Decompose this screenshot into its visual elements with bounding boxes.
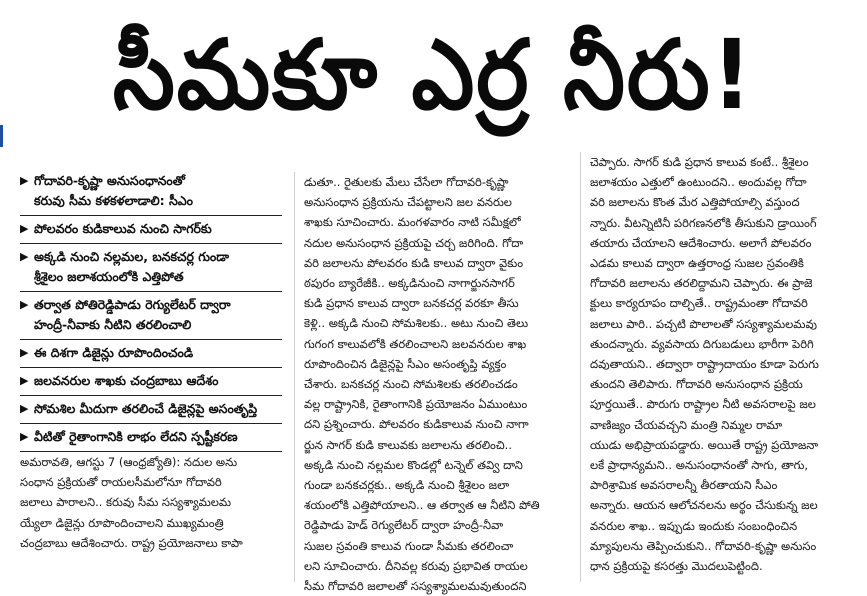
highlight-text: [34, 171, 282, 211]
bullet-arrow-icon: ▶: [20, 402, 29, 415]
headline-area: [0, 0, 867, 150]
article-line: శాఖకు సూచించారు. మంగళవారం నాటి సమీక్షలో: [304, 215, 521, 230]
column-divider: [580, 152, 581, 582]
article-line: లకే ప్రాధాన్యమని.. అనుసంధానంతో సాగు, తాగు,: [590, 458, 808, 473]
article-line: వరి జలాలను కొంత మేర ఎత్తిపోయాల్సి వస్తుంద: [590, 195, 800, 210]
article-line: రెడ్డిపాడు హెడ్ రెగ్యులేటర్ ద్వారా హంద్రీ-నీవా: [304, 518, 504, 533]
highlight-line: సోమశిల మీదుగా తరలించే డిజైన్లపై అసంతృప్తి: [34, 401, 258, 416]
highlight-item: [20, 244, 282, 292]
highlight-line: హంద్రీ-నీవాకు నీటిని తరలించాలి: [34, 317, 192, 332]
highlight-item: [20, 340, 282, 368]
article-line: ఠపురం బ్యారేజీకి.. అక్కడినుంచి నాగార్జునసాగర్: [304, 276, 515, 291]
article-line: పూర్తయితే.. పొరుగు రాష్ట్రాల నీటి అవసరాలపై జల: [590, 397, 816, 412]
article-line: వాణిజ్యం చేయవచ్చని మంత్రి నిమ్మల రామా: [590, 417, 783, 432]
article-line: దని ప్రశ్నించారు. పోలవరం కుడికాలువ నుంచి నాగా: [304, 417, 529, 432]
article-line: డుతూ.. రైతులకు మేలు చేసేలా గోదావరి-కృష్ణా: [304, 175, 509, 189]
article-line: లని సూచించారు. దీనివల్ల కరువు ప్రభావిత రాయల: [304, 558, 528, 573]
highlight-item: [20, 368, 282, 396]
highlight-line: ఈ దిశగా డిజైన్లు రూపొందించండి: [34, 345, 194, 360]
highlight-line: అక్కడి నుంచి నల్లమల, బనకచర్ల గుండా: [34, 249, 229, 264]
bullet-arrow-icon: ▶: [20, 346, 29, 359]
article-line: జలాలు పారాలని.. కరువు సీమ సస్యశ్యామలమ: [20, 495, 232, 510]
bullet-arrow-icon: ▶: [20, 174, 29, 187]
article-line: చేశారు. బనకచర్ల నుంచి సోమశిలకు తరలించడం: [304, 377, 518, 392]
article-line: దవుతాయని.. తద్వారా రాష్ట్రాదాయం కూడా పెరుగు: [590, 357, 819, 372]
article-line: జలాలు పారి.. పచ్చటి పొలాలతో సస్యశ్యామలమవు: [590, 316, 817, 331]
highlight-text: [34, 427, 282, 447]
highlight-text: [34, 295, 282, 335]
article-column-1: [20, 452, 285, 553]
article-line: రూపొందించిన డిజైన్లపై సీఎం అసంతృప్తి వ్యక్తం: [304, 356, 507, 371]
highlight-line: వీటితో రైతాంగానికి లాభం లేదని స్పష్టీకరణ: [34, 429, 238, 444]
bullet-arrow-icon: ▶: [20, 430, 29, 443]
article-line: తయారు చేయాలని ఆదేశించారు. అలాగే పోలవరం: [590, 235, 812, 250]
article-line: సంధాన ప్రక్రియతో రాయలసీమలోనూ గోదావరి: [20, 475, 222, 490]
highlight-text: [34, 247, 282, 287]
article-line: ర్జున సాగర్ కుడి కాలువకు జలాలను తరలించి..: [304, 437, 512, 452]
headline: సీమకూ ఎర్ర నీరు!: [113, 19, 754, 131]
article-line: వరి జలాలను పోలవరం కుడి కాలువ ద్వారా వైకుం: [304, 255, 524, 270]
article-line: పారిశ్రామిక అవసరాలన్నీ తీరతాయని సీఎం: [590, 478, 778, 493]
bullet-arrow-icon: ▶: [20, 250, 29, 263]
bullet-arrow-icon: ▶: [20, 222, 29, 235]
article-line: య్యేలా డిజైన్లు రూపొందించాలని ముఖ్యమంత్రి: [20, 515, 224, 530]
article-column-2: [304, 172, 569, 596]
highlight-text: [34, 343, 282, 363]
article-line: సీమ గోదావరి జలాలతో సస్యశ్యామలమవుతుందని: [304, 579, 527, 594]
highlight-item: [20, 216, 282, 244]
highlight-line: శ్రీశైలం జలాశయంలోకి ఎత్తిపోత: [34, 269, 184, 284]
bullet-arrow-icon: ▶: [20, 374, 29, 387]
highlight-text: [34, 399, 282, 419]
highlight-line: గోదావరి-కృష్ణా అనుసంధానంతో: [34, 173, 185, 188]
article-line: చెప్పారు. సాగర్ కుడి ప్రధాన కాలువ కంటే.. శ్రీశైలం: [590, 155, 809, 169]
bullet-arrow-icon: ▶: [20, 298, 29, 311]
article-line: మ్యాపులను తెప్పించుకుని.. గోదావరి-కృష్ణా అనుసం: [590, 538, 817, 553]
highlight-item: [20, 396, 282, 424]
highlight-item: [20, 424, 282, 452]
highlight-line: పోలవరం కుడికాలువ నుంచి సాగర్‌కు: [34, 221, 212, 236]
article-line: ఎడమ కాలువ ద్వారా ఉత్తరాంధ్ర సుజల స్రవంతికి: [590, 256, 804, 271]
column-divider: [294, 172, 295, 582]
highlights-box: [20, 168, 282, 452]
article-line: అక్కడి నుంచి నల్లమల కొండల్లో టన్నెల్ తవ్వి దాని: [304, 457, 523, 472]
article-line: నదుల అనుసంధాన ప్రక్రియపై చర్చ జరిగింది. గోదా: [304, 235, 524, 250]
article-line: ధాన ప్రక్రియపై కసరత్తు మొదలుపెట్టింది.: [590, 559, 763, 574]
article-line: కుడి ప్రధాన కాలువ ద్వారా బనకచర్ల వరకూ తీసు: [304, 296, 519, 311]
article-line: అన్నారు. ఆయన ఆలోచనలను అర్థం చేసుకున్న జల: [590, 498, 818, 513]
article-line: తుందన్నారు. వ్యవసాయ దిగుబడులు భారీగా పెరిగి: [590, 336, 814, 351]
highlight-text: [34, 219, 282, 239]
article-line: అమరావతి, ఆగస్టు 7 (ఆంధ్రజ్యోతి): నదుల అను: [20, 455, 238, 469]
article-line: గుగంగ కాలువలోకి తరలించాలని జలవనరుల శాఖ: [304, 336, 527, 351]
highlight-item: [20, 168, 282, 216]
article-line: న్నారు. వీటన్నిటినీ పరిగణనలోకి తీసుకుని డ్రాయింగ్: [590, 215, 817, 230]
highlight-item: [20, 292, 282, 340]
article-line: క్టులు కార్యరూపం దాల్చితే.. రాష్ట్రమంతా గోదావరి: [590, 296, 808, 311]
article-line: వల్ల రాష్ట్రానికి, రైతాంగానికి ప్రయోజనం ఏముంటుం: [304, 397, 528, 412]
article-line: యుడు అభిప్రాయపడ్డారు. అయితే రాష్ట్ర ప్రయోజనా: [590, 437, 819, 452]
article-column-3: [590, 152, 858, 576]
article-line: సుజల స్రవంతి కాలువ గుండా సీమకు తరలించా: [304, 538, 514, 553]
article-line: అనుసంధాన ప్రక్రియను చేపట్టాలని జల వనరుల: [304, 195, 512, 210]
article-line: కెళ్లి.. అక్కడి నుంచి సోమశిలకు.. అటు నుంచి తెలు: [304, 316, 529, 331]
highlight-line: జలవనరుల శాఖకు చంద్రబాబు ఆదేశం: [34, 373, 219, 388]
article-line: గోదావరి జలాలను తరలిద్దామని చెప్పారు. ఈ ప్రాజె: [590, 276, 813, 291]
article-line: గుండా బనకచర్లకు.. అక్కడి నుంచి శ్రీశైలం జలా: [304, 478, 510, 493]
article-line: జలాశయం ఎత్తులో ఉంటుందని.. అందువల్ల గోదా: [590, 175, 807, 190]
highlight-line: కరువు సీమ కళకళలాడాలి: సీఎం: [34, 193, 193, 208]
highlight-line: తర్వాత పోతిరెడ్డిపాడు రెగ్యులేటర్ ద్వారా: [34, 297, 231, 312]
article-line: శయంలోకి ఎత్తిపోయాలని.. ఆ తర్వాత ఆ నీటిని పోతి: [304, 498, 540, 513]
article-line: తుందని తెలిపారు. గోదావరి అనుసంధాన ప్రక్రియ: [590, 377, 803, 392]
article-line: చంద్రబాబు ఆదేశించారు. రాష్ట్ర ప్రయోజనాలు కాపా: [20, 535, 243, 550]
highlight-text: [34, 371, 282, 391]
article-line: వనరుల శాఖ.. ఇప్పుడు ఇందుకు సంబంధించిన: [590, 518, 798, 533]
